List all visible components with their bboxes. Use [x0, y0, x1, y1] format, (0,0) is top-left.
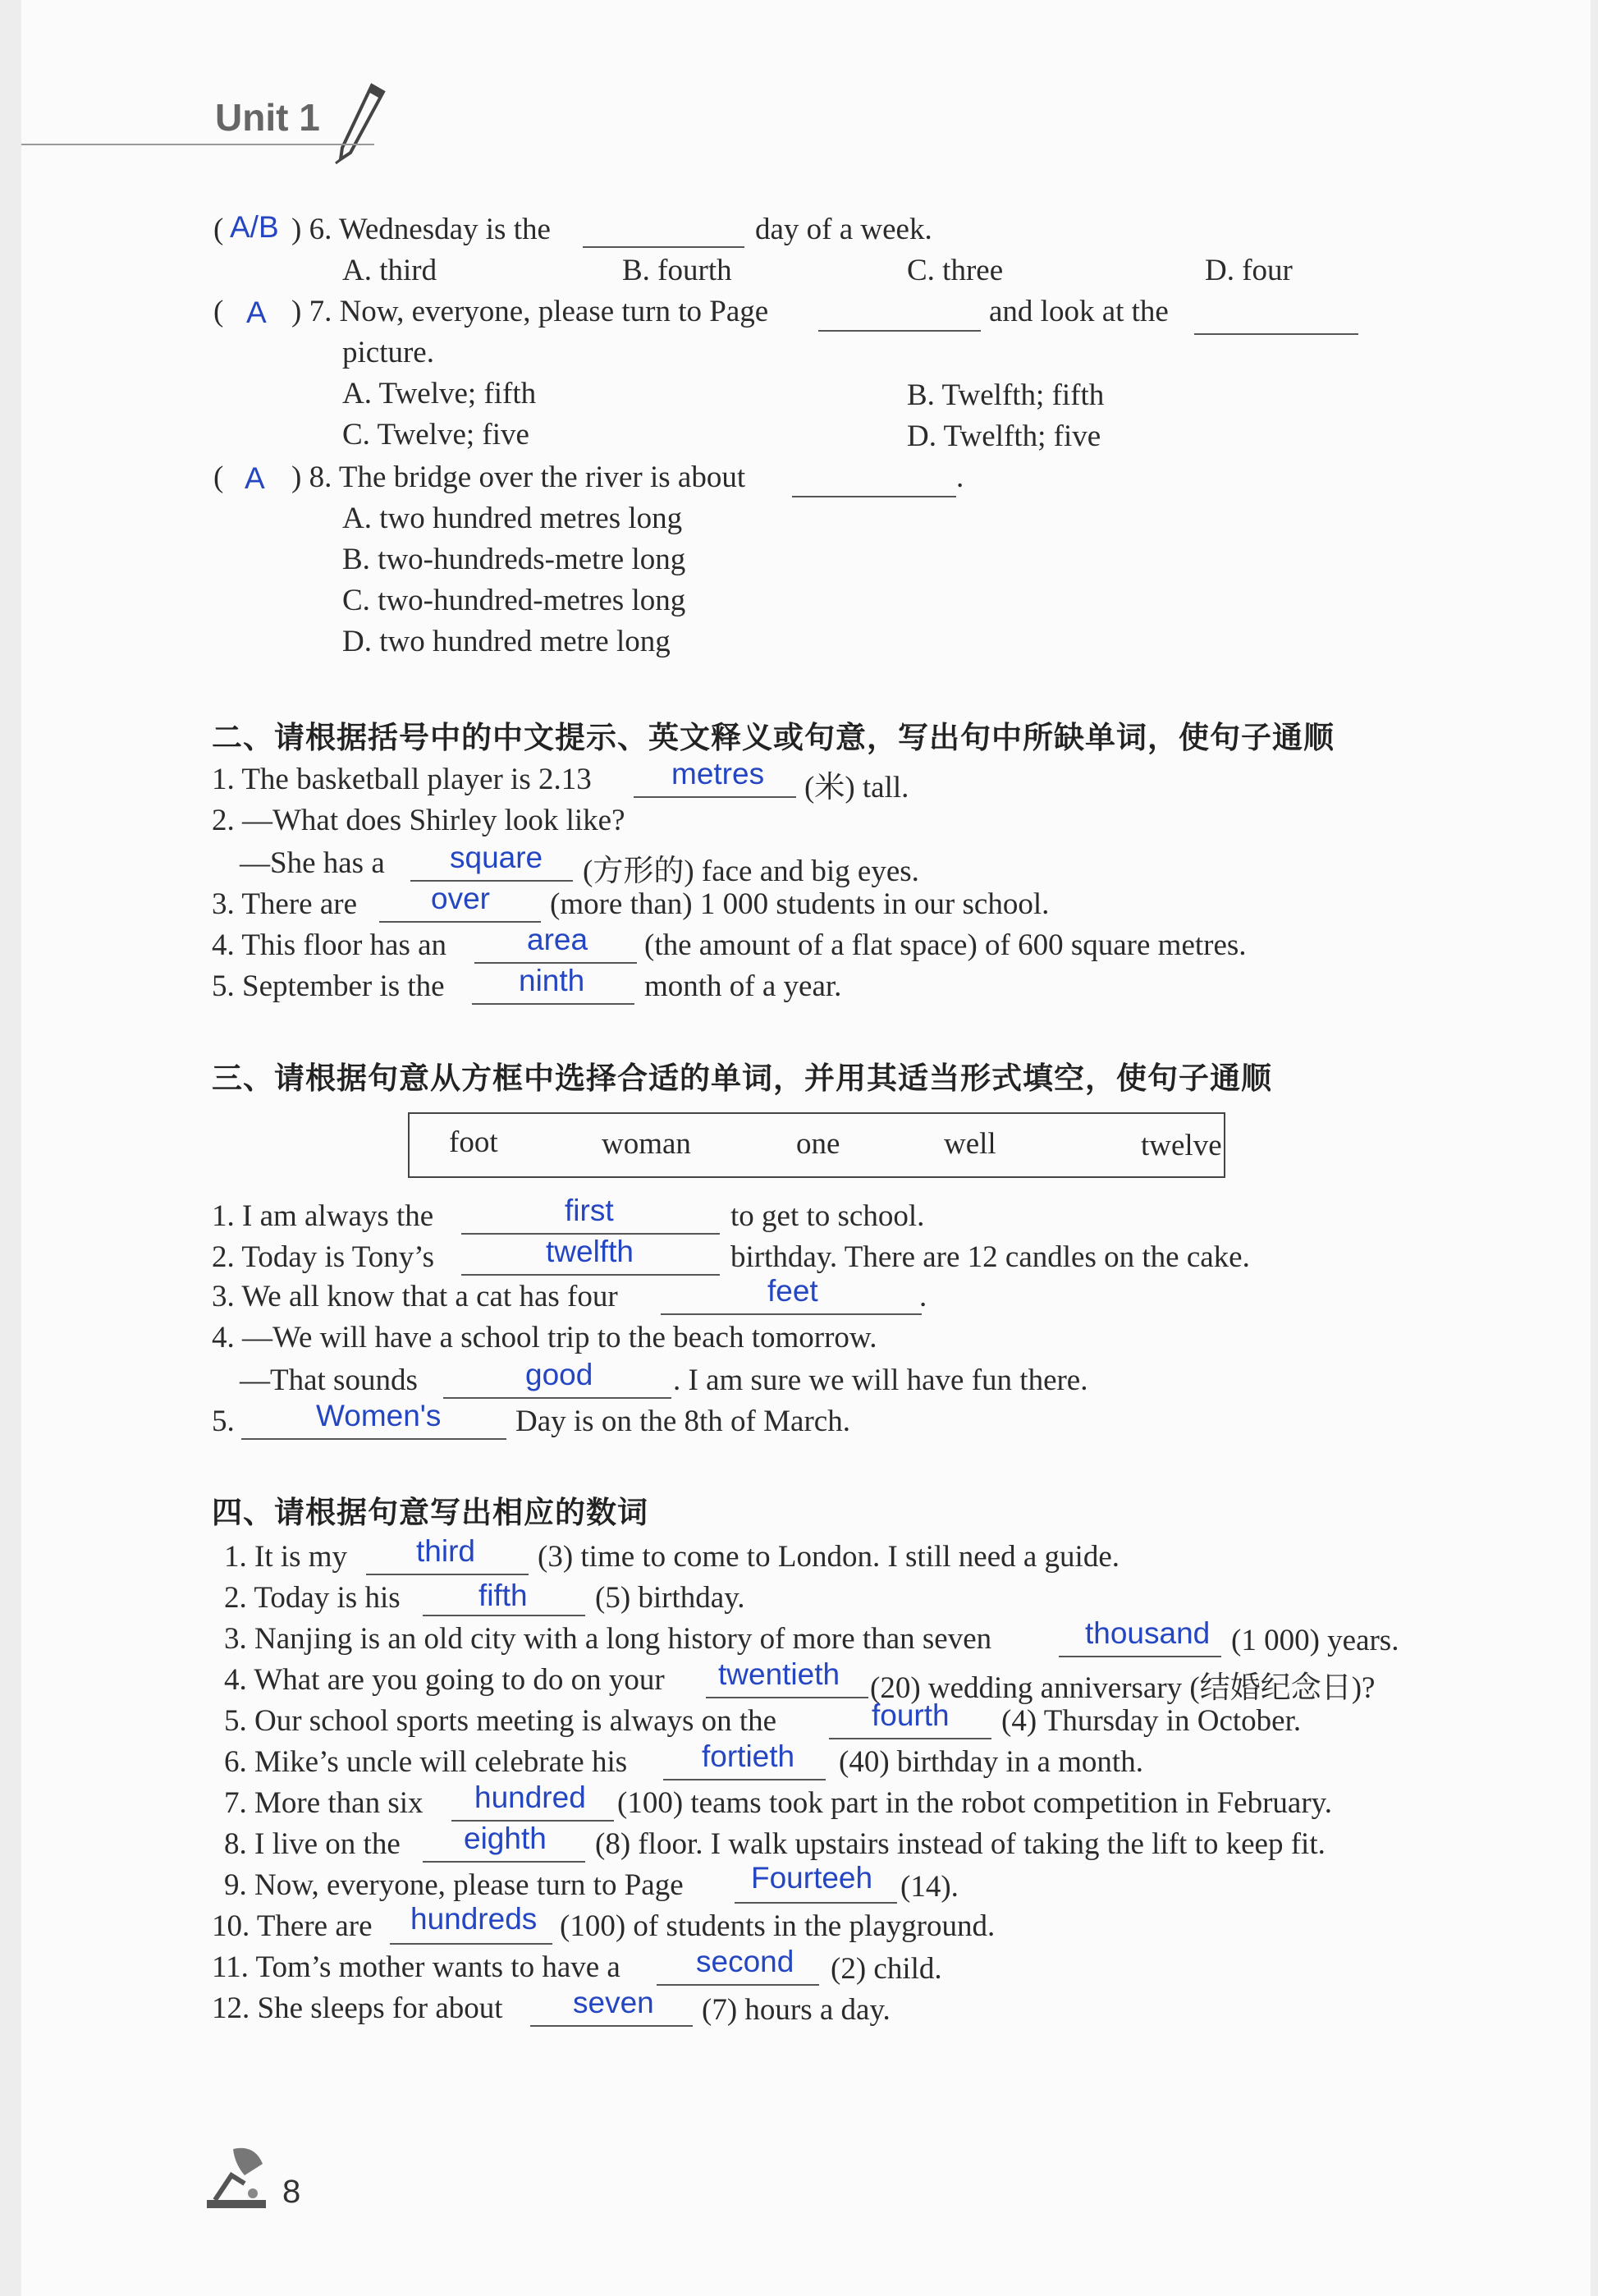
- p4-item3-answer: thousand: [1085, 1616, 1211, 1650]
- p3-item4b-text: —That sounds: [240, 1363, 418, 1397]
- p3-item2-answer: twelfth: [546, 1235, 634, 1268]
- blank-line: [792, 496, 956, 497]
- unit-title: Unit 1: [215, 96, 320, 139]
- p4-item12-text: 12. She sleeps for about: [212, 1991, 503, 2025]
- p4-item10-answer: hundreds: [410, 1902, 538, 1936]
- p4-item11-rest: (2) child.: [831, 1952, 942, 1986]
- p4-item8-rest: (8) floor. I walk upstairs instead of taking the lift to keep fit.: [595, 1827, 1326, 1861]
- p4-item4-text: 4. What are you going to do on your: [224, 1663, 665, 1697]
- p4-item9-answer: Fourteeh: [751, 1861, 873, 1895]
- word-box-item: one: [796, 1127, 840, 1161]
- word-box-item: twelve: [1141, 1129, 1222, 1162]
- p4-item2-text: 2. Today is his: [224, 1581, 401, 1615]
- blank-line: [1059, 1656, 1221, 1657]
- blank-line: [390, 1943, 552, 1945]
- q8-option-b: B. two-hundreds-metre long: [342, 543, 686, 576]
- p2-item3-rest: (more than) 1 000 students in our school.: [550, 887, 1050, 921]
- header-rule: [21, 144, 374, 145]
- q6-option-a: A. third: [342, 254, 437, 287]
- blank-line: [657, 1984, 819, 1986]
- word-box-item: woman: [602, 1127, 691, 1161]
- p4-item5-rest: (4) Thursday in October.: [1001, 1704, 1302, 1738]
- p4-item9-text: 9. Now, everyone, please turn to Page: [224, 1868, 684, 1902]
- p2-item3-answer: over: [431, 882, 490, 915]
- p3-item4b-rest: . I am sure we will have fun there.: [673, 1363, 1088, 1397]
- p3-item3-rest: .: [919, 1280, 927, 1313]
- p4-item1-text: 1. It is my: [224, 1540, 348, 1574]
- paren-open: (: [213, 461, 224, 494]
- pen-icon: [332, 82, 390, 164]
- p2-item1-rest: (米) tall.: [804, 771, 909, 804]
- p2-item2b-rest: (方形的) face and big eyes.: [583, 855, 919, 888]
- answer-q7: A: [246, 296, 267, 329]
- blank-line: [423, 1861, 585, 1863]
- blank-line: [735, 1902, 897, 1904]
- p2-item4-rest: (the amount of a flat space) of 600 square metres.: [644, 928, 1247, 962]
- blank-line: [818, 330, 981, 332]
- blank-line: [583, 246, 744, 248]
- p3-item1-rest: to get to school.: [730, 1199, 925, 1233]
- blank-line: [423, 1615, 585, 1616]
- paren-open: (: [213, 213, 224, 246]
- q6-option-b: B. fourth: [622, 254, 732, 287]
- p4-item10-rest: (100) of students in the playground.: [560, 1909, 996, 1943]
- q8-stem-end: .: [956, 461, 964, 494]
- p4-item7-text: 7. More than six: [224, 1786, 424, 1820]
- p3-item5-rest: Day is on the 8th of March.: [515, 1405, 850, 1438]
- p4-item4-answer: twentieth: [718, 1657, 840, 1691]
- p4-item1-rest: (3) time to come to London. I still need a guide.: [538, 1540, 1120, 1574]
- answer-q8: A: [245, 461, 265, 495]
- p4-item6-rest: (40) birthday in a month.: [839, 1745, 1143, 1779]
- p4-item5-text: 5. Our school sports meeting is always on the: [224, 1704, 777, 1738]
- q6-stem: ) 6. Wednesday is the: [291, 213, 551, 246]
- blank-line: [366, 1574, 529, 1575]
- p2-item4-answer: area: [527, 923, 588, 956]
- p2-item5-answer: ninth: [519, 964, 585, 997]
- paren-open: (: [213, 295, 224, 328]
- p4-item11-answer: second: [696, 1945, 794, 1978]
- q8-option-c: C. two-hundred-metres long: [342, 584, 686, 617]
- blank-line: [443, 1397, 671, 1399]
- blank-line: [706, 1697, 868, 1698]
- blank-line: [663, 1779, 826, 1780]
- p4-item2-rest: (5) birthday.: [595, 1581, 745, 1615]
- p4-item6-answer: fortieth: [702, 1739, 795, 1773]
- q7-stem: ) 7. Now, everyone, please turn to Page: [291, 295, 769, 328]
- p4-item8-text: 8. I live on the: [224, 1827, 401, 1861]
- p4-item7-answer: hundred: [474, 1780, 586, 1814]
- q6-stem-end: day of a week.: [755, 213, 932, 246]
- q8-stem: ) 8. The bridge over the river is about: [291, 461, 746, 494]
- section-4-heading: 四、请根据句意写出相应的数词: [212, 1495, 648, 1530]
- q7-option-b: B. Twelfth; fifth: [907, 378, 1105, 412]
- p2-item2-text: 2. —What does Shirley look like?: [212, 804, 625, 837]
- p2-item2b-text: —She has a: [240, 846, 385, 880]
- p4-item9-rest: (14).: [900, 1870, 959, 1904]
- blank-line: [1194, 333, 1358, 335]
- p4-item6-text: 6. Mike’s uncle will celebrate his: [224, 1745, 628, 1779]
- answer-q6: A/B: [230, 210, 279, 244]
- blank-line: [461, 1274, 720, 1276]
- p3-item3-answer: feet: [767, 1274, 818, 1308]
- word-box-item: well: [944, 1127, 996, 1161]
- blank-line: [379, 921, 541, 923]
- p2-item2-answer: square: [450, 841, 543, 874]
- q8-option-a: A. two hundred metres long: [342, 502, 683, 535]
- p2-item5-rest: month of a year.: [644, 969, 842, 1003]
- page-number: 8: [282, 2174, 301, 2210]
- p4-item1-answer: third: [416, 1534, 475, 1568]
- p4-item10-text: 10. There are: [212, 1909, 373, 1943]
- blank-line: [661, 1313, 922, 1315]
- p4-item5-answer: fourth: [872, 1698, 950, 1732]
- p2-item3-text: 3. There are: [212, 887, 358, 921]
- p3-item3-text: 3. We all know that a cat has four: [212, 1280, 618, 1313]
- blank-line: [634, 796, 796, 798]
- lamp-icon: [204, 2142, 273, 2212]
- q6-option-d: D. four: [1205, 254, 1293, 287]
- q7-stem-end: picture.: [342, 336, 434, 369]
- p2-item5-text: 5. September is the: [212, 969, 445, 1003]
- p3-item1-answer: first: [565, 1194, 614, 1227]
- blank-line: [472, 1003, 634, 1005]
- p4-item12-answer: seven: [573, 1986, 654, 2019]
- p4-item3-text: 3. Nanjing is an old city with a long history of more than seven: [224, 1622, 992, 1656]
- blank-line: [241, 1438, 506, 1440]
- word-box-item: foot: [449, 1125, 498, 1159]
- p3-item4-text: 4. —We will have a school trip to the beach tomorrow.: [212, 1321, 877, 1354]
- p4-item3-rest: (1 000) years.: [1231, 1624, 1399, 1657]
- q6-option-c: C. three: [907, 254, 1004, 287]
- section-3-heading: 三、请根据句意从方框中选择合适的单词，并用其适当形式填空，使句子通顺: [212, 1061, 1272, 1096]
- p3-item2-text: 2. Today is Tony’s: [212, 1240, 434, 1274]
- q7-option-c: C. Twelve; five: [342, 418, 529, 451]
- p2-item1-text: 1. The basketball player is 2.13: [212, 763, 592, 796]
- p4-item11-text: 11. Tom’s mother wants to have a: [212, 1950, 620, 1984]
- p4-item4-rest: (20) wedding anniversary (结婚纪念日)?: [870, 1671, 1376, 1705]
- q7-option-d: D. Twelfth; five: [907, 419, 1101, 453]
- blank-line: [829, 1738, 991, 1739]
- q7-stem-mid: and look at the: [989, 295, 1169, 328]
- p4-item2-answer: fifth: [478, 1579, 528, 1612]
- p4-item12-rest: (7) hours a day.: [702, 1993, 891, 2027]
- p4-item7-rest: (100) teams took part in the robot competition in February.: [617, 1786, 1333, 1820]
- p3-item4-answer: good: [525, 1358, 593, 1391]
- p3-item2-rest: birthday. There are 12 candles on the cake.: [730, 1240, 1250, 1274]
- p3-item5-answer: Women's: [316, 1399, 442, 1432]
- p3-item5-text: 5.: [212, 1405, 235, 1438]
- p2-item4-text: 4. This floor has an: [212, 928, 447, 962]
- p4-item8-answer: eighth: [464, 1822, 547, 1855]
- blank-line: [530, 2025, 693, 2027]
- q7-option-a: A. Twelve; fifth: [342, 377, 537, 410]
- section-2-heading: 二、请根据括号中的中文提示、英文释义或句意，写出句中所缺单词，使句子通顺: [212, 720, 1335, 755]
- p3-item1-text: 1. I am always the: [212, 1199, 434, 1233]
- q8-option-d: D. two hundred metre long: [342, 625, 671, 658]
- p2-item1-answer: metres: [671, 757, 765, 791]
